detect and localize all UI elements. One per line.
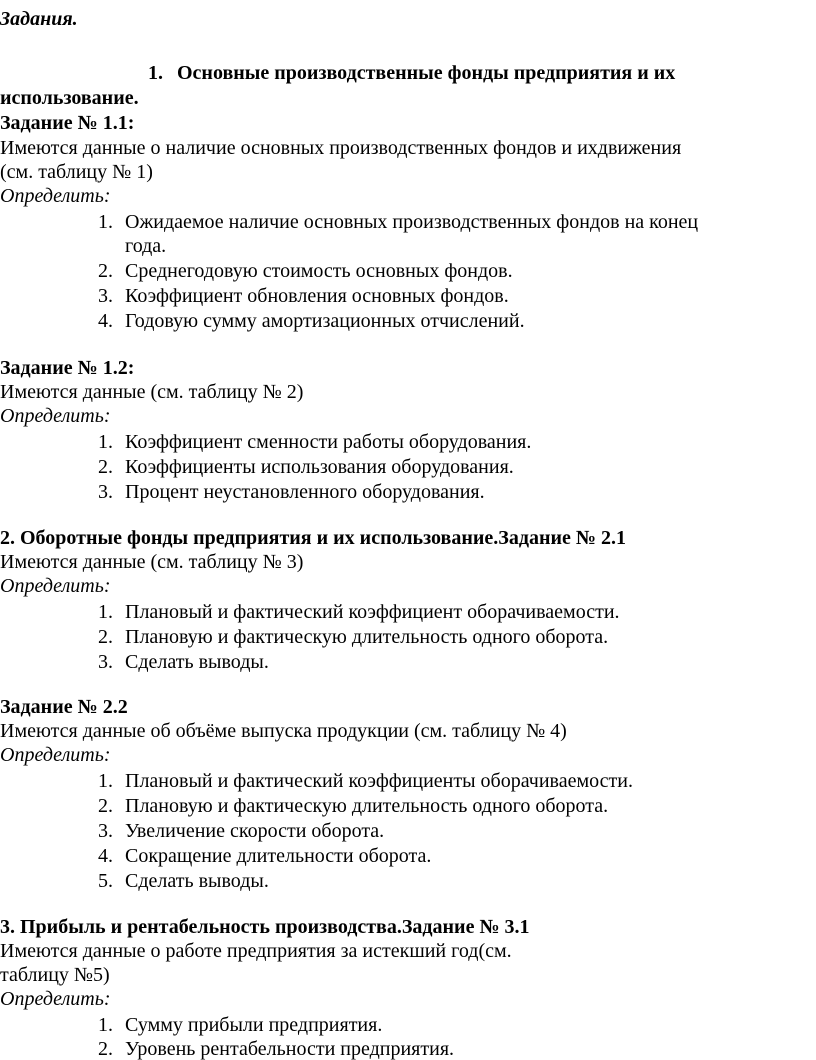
list-item-number: 2. [98, 1038, 113, 1060]
list-item: Процент неустановленного оборудования. [125, 481, 485, 503]
list-item-number: 3. [98, 651, 113, 673]
list-item: Сокращение длительности оборота. [125, 845, 432, 867]
list-item-number: 4. [98, 310, 113, 332]
task-2-2-determine: Определить: [0, 744, 111, 766]
list-item-number: 2. [98, 456, 113, 478]
task-3-1-text-line2: таблицу №5) [0, 964, 110, 986]
list-item: Плановый и фактический коэффициент оборачиваемости. [125, 601, 620, 623]
list-item: Ожидаемое наличие основных производственных фондов на конец [125, 211, 699, 233]
list-item-number: 5. [98, 870, 113, 892]
list-item: Сделать выводы. [125, 651, 269, 673]
list-item: Уровень рентабельности предприятия. [125, 1038, 455, 1060]
list-item: Плановую и фактическую длительность одного оборота. [125, 795, 609, 817]
list-item-number: 2. [98, 626, 113, 648]
task-1-1-text-line1: Имеются данные о наличие основных производственных фондов и ихдвижения [0, 137, 682, 159]
task-1-1-text-line2: (см. таблицу № 1) [0, 161, 153, 183]
task-3-1-determine: Определить: [0, 988, 111, 1010]
list-item: Плановую и фактическую длительность одного оборота. [125, 626, 609, 648]
doc-title: Задания. [0, 8, 78, 30]
list-item-number: 2. [98, 795, 113, 817]
section-1-heading-line2: использование. [0, 87, 139, 109]
task-2-1-determine: Определить: [0, 575, 111, 597]
list-item-number: 1. [98, 211, 113, 233]
section-1-heading-line1: Основные производственные фонды предприятия и их [177, 62, 676, 84]
list-item-number: 1. [98, 431, 113, 453]
list-item: Коэффициенты использования оборудования. [125, 456, 514, 478]
task-1-1-determine: Определить: [0, 185, 111, 207]
task-2-2-title: Задание № 2.2 [0, 696, 128, 718]
list-item-number: 1. [98, 770, 113, 792]
task-2-1-title: 2. Оборотные фонды предприятия и их использование.Задание № 2.1 [0, 527, 626, 549]
list-item: Среднегодовую стоимость основных фондов. [125, 260, 513, 282]
list-item: Увеличение скорости оборота. [125, 820, 385, 842]
list-item: Сумму прибыли предприятия. [125, 1014, 383, 1036]
task-1-2-text: Имеются данные (см. таблицу № 2) [0, 381, 304, 403]
task-2-1-text: Имеются данные (см. таблицу № 3) [0, 551, 304, 573]
list-item: Годовую сумму амортизационных отчислений. [125, 310, 525, 332]
task-1-1-title: Задание № 1.1: [0, 112, 135, 134]
list-item-number: 2. [98, 260, 113, 282]
task-3-1-title: 3. Прибыль и рентабельность производства.Задание № 3.1 [0, 916, 530, 938]
task-3-1-text-line1: Имеются данные о работе предприятия за истекший год(см. [0, 940, 512, 962]
list-item-continuation: года. [125, 235, 167, 257]
list-item-number: 1. [98, 1014, 113, 1036]
list-item-number: 4. [98, 845, 113, 867]
list-item-number: 3. [98, 285, 113, 307]
task-1-2-determine: Определить: [0, 405, 111, 427]
list-item: Коэффициент сменности работы оборудования. [125, 431, 532, 453]
list-item: Коэффициент обновления основных фондов. [125, 285, 509, 307]
list-item: Сделать выводы. [125, 870, 269, 892]
list-item: Плановый и фактический коэффициенты оборачиваемости. [125, 770, 633, 792]
list-item-number: 3. [98, 481, 113, 503]
task-1-2-title: Задание № 1.2: [0, 357, 135, 379]
list-item-number: 1. [98, 601, 113, 623]
section-1-number: 1. [148, 62, 163, 84]
list-item-number: 3. [98, 820, 113, 842]
task-2-2-text: Имеются данные об объёме выпуска продукции (см. таблицу № 4) [0, 720, 567, 742]
